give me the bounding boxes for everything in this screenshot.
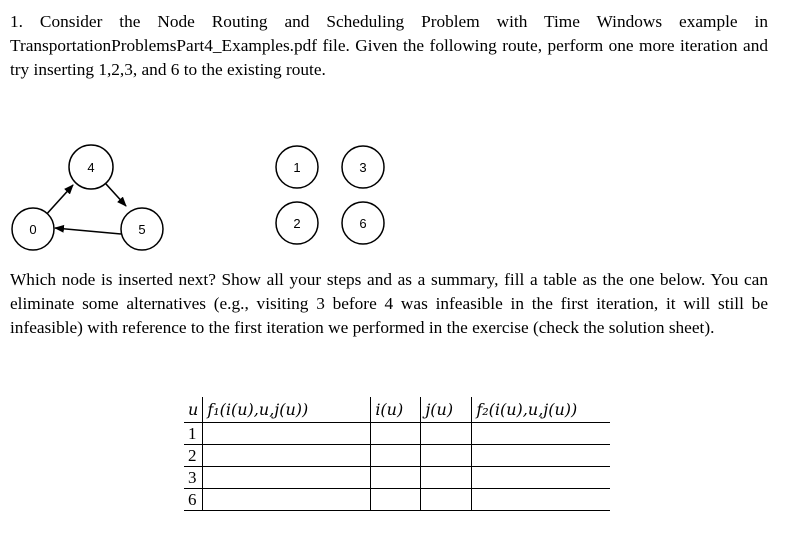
cell-j bbox=[421, 445, 472, 467]
row-u: 2 bbox=[184, 445, 203, 467]
row-u: 1 bbox=[184, 423, 203, 445]
question-intro: 1. Consider the Node Routing and Scheduling Problem with Time Windows example in TransportationProblemsPart4_Examples.pdf file. Given the following route, perform one more iteration and try inserting 1,2,3, and 6 to the existing route. bbox=[10, 12, 768, 79]
node-5 bbox=[121, 208, 163, 250]
cell-f2 bbox=[472, 423, 611, 445]
cell-f2 bbox=[472, 445, 611, 467]
edge-5-0 bbox=[55, 228, 121, 234]
node-2 bbox=[276, 202, 318, 244]
question-instruction: Which node is inserted next? Show all your steps and as a summary, fill a table as the one below. You can eliminate some alternatives (e.g., visiting 3 before 4 was infeasible in the first iteration, it will still be infeasible) with reference to the first iteration we performed in the exercise (check the solution sheet). bbox=[10, 270, 768, 337]
header-j: j(u) bbox=[421, 397, 472, 423]
svg-text:0: 0 bbox=[29, 222, 37, 237]
node-6 bbox=[342, 202, 384, 244]
header-u: u bbox=[184, 397, 203, 423]
svg-text:2: 2 bbox=[293, 216, 301, 231]
table-row bbox=[184, 489, 610, 511]
summary-table bbox=[184, 397, 610, 511]
cell-i bbox=[371, 467, 421, 489]
cell-i bbox=[371, 423, 421, 445]
svg-text:6: 6 bbox=[359, 216, 367, 231]
edge-4-5 bbox=[106, 184, 126, 206]
row-u: 3 bbox=[184, 467, 203, 489]
table-row bbox=[184, 445, 610, 467]
node-1 bbox=[276, 146, 318, 188]
cell-i bbox=[371, 489, 421, 511]
header-f2: f₂(i(u),u,j(u)) bbox=[472, 397, 611, 423]
svg-text:4: 4 bbox=[87, 160, 95, 175]
cell-f1 bbox=[203, 423, 371, 445]
table-row bbox=[184, 423, 610, 445]
cell-f1 bbox=[203, 445, 371, 467]
node-0 bbox=[12, 208, 54, 250]
header-i: i(u) bbox=[371, 397, 421, 423]
svg-text:3: 3 bbox=[359, 160, 367, 175]
node-3 bbox=[342, 146, 384, 188]
table-row bbox=[184, 467, 610, 489]
cell-f2 bbox=[472, 467, 611, 489]
cell-i bbox=[371, 445, 421, 467]
svg-text:5: 5 bbox=[138, 222, 146, 237]
cell-j bbox=[421, 423, 472, 445]
svg-text:1: 1 bbox=[293, 160, 301, 175]
cell-f2 bbox=[472, 489, 611, 511]
row-u: 6 bbox=[184, 489, 203, 511]
cell-f1 bbox=[203, 489, 371, 511]
node-4 bbox=[69, 145, 113, 189]
table-header-row bbox=[184, 397, 610, 423]
cell-f1 bbox=[203, 467, 371, 489]
route-graph bbox=[0, 130, 805, 260]
edge-0-4 bbox=[44, 185, 73, 217]
cell-j bbox=[421, 489, 472, 511]
header-f1: f₁(i(u),u,j(u)) bbox=[203, 397, 371, 423]
cell-j bbox=[421, 467, 472, 489]
